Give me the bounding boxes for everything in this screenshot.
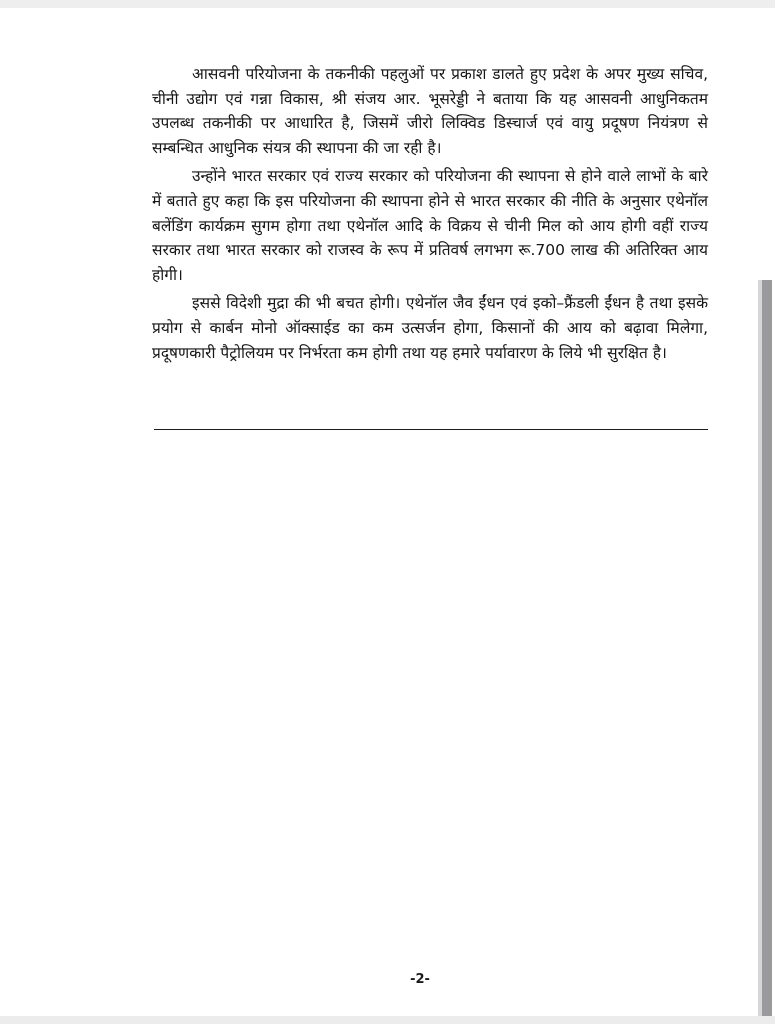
section-divider xyxy=(154,429,708,430)
document-body xyxy=(152,62,708,369)
paragraph-project-benefits: उन्होंने भारत सरकार एवं राज्य सरकार को परियोजना की स्थापना से होने वाले लाभों के बारे में बताते हुए कहा कि इस परियोजना की स्थापना होने से भारत सरकार की नीति के अनुसार एथेनॉल बलेंडिंग कार्यक्रम सुगम होगा तथा एथेनॉल आदि के विक्रय से चीनी मिल को आय होगी वहीं राज्य सरकार तथा भारत सरकार को राजस्व के रूप में प्रतिवर्ष लगभग रू.700 लाख की अतिरिक्त आय होगी। xyxy=(152,167,708,284)
scrollbar-thumb[interactable] xyxy=(762,280,772,1024)
paragraph-distillery-technology: आसवनी परियोजना के तकनीकी पहलुओं पर प्रकाश डालते हुए प्रदेश के अपर मुख्य सचिव, चीनी उद्योग एवं गन्ना विकास, श्री संजय आर. भूसरेड्डी ने बताया कि यह आसवनी आधुनिकतम उपलब्ध तकनीकी पर आधारित है, जिसमें जीरो लिक्विड डिस्चार्ज एवं वायु प्रदूषण नियंत्रण से सम्बन्धित आधुनिक संयत्र की स्थापना की जा रही है। xyxy=(152,65,708,157)
page-number: -2- xyxy=(410,972,430,987)
viewer-top-band xyxy=(0,0,775,8)
viewer-bottom-band xyxy=(0,1016,775,1024)
paragraph-ethanol-environment: इससे विदेशी मुद्रा की भी बचत होगी। एथेनॉल जैव ईंधन एवं इको–फ्रैंडली ईंधन है तथा इसके प्रयोग से कार्बन मोनो ऑक्साईड का कम उत्सर्जन होगा, किसानों की आय को बढ़ावा मिलेगा, प्रदूषणकारी पैट्रोलियम पर निर्भरता कम होगी तथा यह हमारे पर्यावारण के लिये भी सुरक्षित है। xyxy=(152,294,708,362)
